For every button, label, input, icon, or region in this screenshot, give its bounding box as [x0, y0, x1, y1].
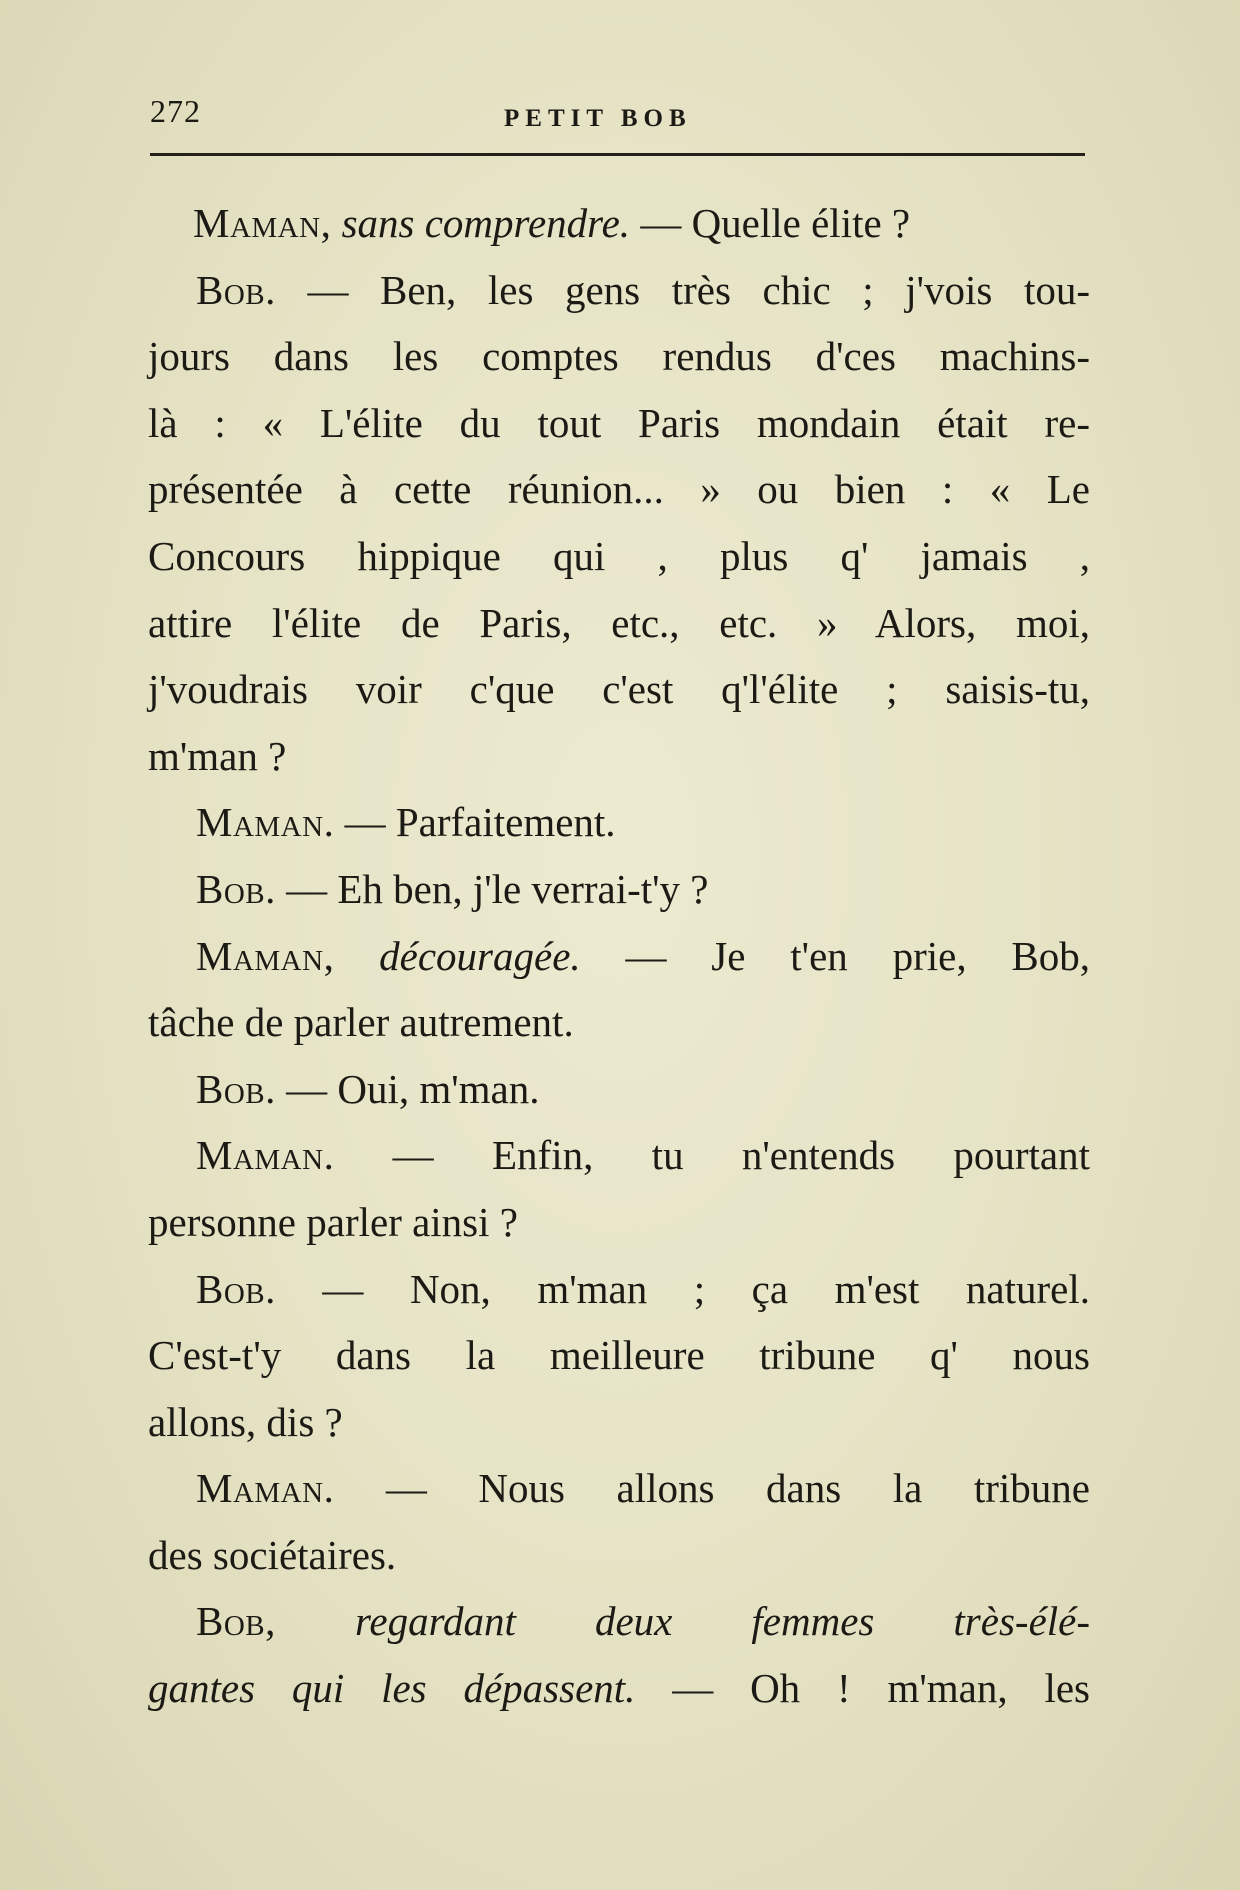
- line-text: — Oh ! m'man, les: [672, 1665, 1090, 1712]
- line-text: — Ben, les gens très chic ; j'vois tou-: [307, 266, 1090, 313]
- speaker-name: Bob,: [196, 1598, 276, 1645]
- text-line: [148, 856, 1090, 923]
- text-line: des sociétaires.: [148, 1531, 397, 1578]
- page-number: 272: [150, 93, 201, 129]
- dialogue-text: [148, 190, 1090, 1722]
- speaker-name: Maman.: [196, 1465, 335, 1512]
- line-text: — Parfaitement.: [344, 799, 616, 846]
- text-line: [148, 1122, 1090, 1189]
- text-line: personne parler ainsi ?: [148, 1198, 518, 1245]
- speaker-name: Bob.: [196, 266, 276, 313]
- text-line: C'est-t'y dans la meilleure tribune q' nous: [148, 1332, 1090, 1379]
- text-line: [148, 1588, 1090, 1655]
- text-line: allons, dis ?: [148, 1398, 343, 1445]
- line-text: — Quelle élite ?: [640, 200, 911, 246]
- speaker-name: Maman.: [196, 1132, 335, 1179]
- text-line: [148, 1455, 1090, 1522]
- text-line: [148, 923, 1090, 990]
- text-line: [148, 190, 1090, 257]
- speaker-name: Maman,: [193, 200, 332, 246]
- line-text: — Enfin, tu n'entends pourtant: [392, 1132, 1091, 1179]
- text-line: [148, 1256, 1090, 1323]
- text-line: Concours hippique qui , plus q' jamais ,: [148, 532, 1090, 579]
- line-text: — Eh ben, j'le verrai-t'y ?: [286, 865, 709, 912]
- line-text: — Oui, m'man.: [286, 1065, 540, 1112]
- speaker-name: Bob.: [196, 1065, 276, 1112]
- stage-direction: sans comprendre.: [341, 200, 631, 246]
- speaker-name: Maman.: [196, 799, 335, 846]
- stage-direction: découragée.: [379, 932, 581, 979]
- speaker-name: Bob.: [196, 865, 276, 912]
- speaker-name: Maman,: [196, 932, 335, 979]
- line-text: — Nous allons dans la tribune: [385, 1465, 1090, 1512]
- text-line: j'voudrais voir c'que c'est q'l'élite ; saisis-tu,: [148, 666, 1090, 713]
- page-header: [150, 85, 1085, 145]
- header-rule: [150, 153, 1085, 156]
- text-line: présentée à cette réunion... » ou bien : « Le: [148, 466, 1090, 513]
- text-line: [148, 1056, 1090, 1123]
- text-line: [148, 1655, 1090, 1722]
- text-line: là : « L'élite du tout Paris mondain était re-: [148, 399, 1090, 446]
- stage-direction: regardant deux femmes très-élé-: [354, 1598, 1091, 1645]
- stage-direction: gantes qui les dépassent.: [148, 1665, 636, 1712]
- line-text: — Je t'en prie, Bob,: [625, 932, 1091, 979]
- running-title: PETIT BOB: [504, 105, 692, 132]
- text-line: attire l'élite de Paris, etc., etc. » Alors, moi,: [148, 599, 1090, 646]
- text-line: jours dans les comptes rendus d'ces machins-: [148, 333, 1090, 380]
- text-line: tâche de parler autrement.: [148, 999, 574, 1046]
- text-line: m'man ?: [148, 732, 287, 779]
- text-line: [148, 257, 1090, 324]
- line-text: — Non, m'man ; ça m'est naturel.: [322, 1265, 1090, 1312]
- text-line: [148, 789, 1090, 856]
- speaker-name: Bob.: [196, 1265, 276, 1312]
